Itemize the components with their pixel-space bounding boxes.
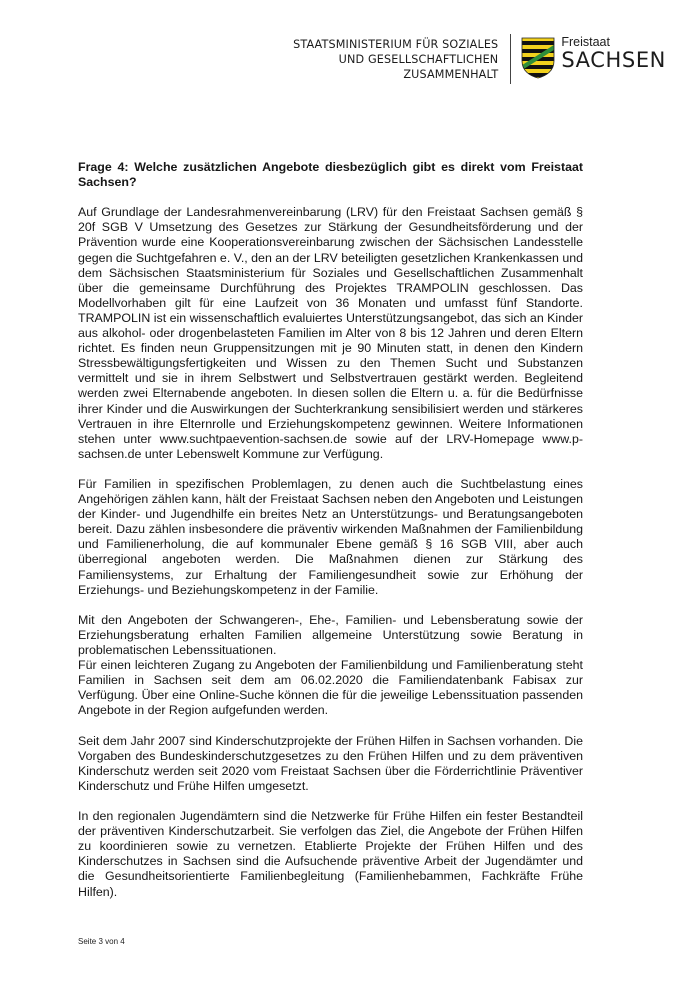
ministry-line: STAATSMINISTERIUM FÜR SOZIALES <box>293 38 499 51</box>
state-wordmark <box>561 36 666 71</box>
document-body <box>78 160 583 915</box>
letterhead <box>293 34 666 84</box>
question-heading: Frage 4: Welche zusätzlichen Angebote diesbezüglich gibt es direkt vom Freistaat Sachsen? <box>78 160 583 190</box>
paragraph-fabisax: Für einen leichteren Zugang zu Angeboten der Familienbildung und Familienberatung steht Familien in Sachsen seit dem am 06.02.2020 die Familiendatenbank Fabisax zur Verfügung. Über eine Online-Suche können die für die jeweilige Lebenssituation passenden Angebote in der Region aufgefunden werden. <box>78 658 583 718</box>
ministry-line: ZUSAMMENHALT <box>403 68 499 81</box>
header-divider <box>510 34 511 84</box>
ministry-line: UND GESELLSCHAFTLICHEN <box>338 53 499 66</box>
state-label-small: Freistaat <box>561 35 610 49</box>
crest-svg <box>521 37 555 79</box>
paragraph-trampolin: Auf Grundlage der Landesrahmenvereinbarung (LRV) für den Freistaat Sachsen gemäß § 20f SGB V Umsetzung des Gesetzes zur Stärkung der Gesundheitsförderung und der Prävention wurde eine Kooperationsvereinbarung zwischen der Sächsischen Landesstelle gegen die Suchtgefahren e. V., den an der LRV beteiligten gesetzlichen Krankenkassen und dem Sächsischen Staatsministerium für Soziales und Gesellschaftlichen Zusammenhalt über die gemeinsame Durchführung des Projektes TRAMPOLIN geschlossen. Das Modellvorhaben gilt für eine Laufzeit von 36 Monaten und umfasst fünf Standorte. TRAMPOLIN ist ein wissenschaftlich evaluiertes Unterstützungsangebot, das sich an Kinder aus alkohol- oder drogenbelasteten Familien im Alter von 8 bis 12 Jahren und deren Eltern richtet. Es finden neun Gruppensitzungen mit je 90 Minuten statt, in denen den Kindern Stressbewältigungsfertigkeiten und Wissen zu den Themen Sucht und Substanzen vermittelt und sie in ihrem Selbstwert und Selbstvertrauen gestärkt werden. Begleitend werden zwei Elternabende angeboten. In diesen sollen die Eltern u. a. für die Bedürfnisse ihrer Kinder und die Auswirkungen der Suchterkrankung sensibilisiert werden und stärkeres Vertrauen in ihre Elternrolle und Erziehungskompetenz gewinnen. Weitere Informationen stehen unter www.suchtpaevention-sachsen.de sowie auf der LRV-Homepage www.p-sachsen.de unter Lebenswelt Kommune zur Verfügung. <box>78 205 583 461</box>
paragraph-family-support: Für Familien in spezifischen Problemlagen, zu denen auch die Suchtbelastung eines Angehörigen zählen kann, hält der Freistaat Sachsen neben den Angeboten und Leistungen der Kinder- und Jugendhilfe ein breites Netz an Unterstützungs- und Beratungsangeboten bereit. Dazu zählen insbesondere die präventiv wirkenden Maßnahmen der Familienbildung und Familienerholung, die auf kommunaler Ebene gemäß § 16 SGB VIII, aber auch überregional angeboten werden. Die Maßnahmen dienen zur Stärkung des Familiensystems, zur Erhaltung der Familiengesundheit sowie zur Erhöhung der Erziehungs- und Beziehungskompetenz in der Familie. <box>78 476 583 597</box>
page-number: Seite 3 von 4 <box>78 937 125 946</box>
paragraph-networks: In den regionalen Jugendämtern sind die Netzwerke für Frühe Hilfen ein fester Bestandteil der präventiven Kinderschutzarbeit. Sie verfolgen das Ziel, die Angebote der Frühen Hilfen zu koordinieren sowie zu vernetzen. Etablierte Projekte der Frühen Hilfen und des Kinderschutzes in Sachsen sind die Aufsuchende präventive Arbeit der Jugendämter und die Gesundheitsorientierte Familienbegleitung (Familienhebammen, Fachkräfte Frühe Hilfen). <box>78 809 583 899</box>
paragraph-counseling: Mit den Angeboten der Schwangeren-, Ehe-, Familien- und Lebensberatung sowie der Erziehungsberatung erhalten Familien allgemeine Unterstützung sowie Beratung in problematischen Lebenssituationen. <box>78 612 583 657</box>
ministry-name <box>293 37 510 82</box>
paragraph-child-protection: Seit dem Jahr 2007 sind Kinderschutzprojekte der Frühen Hilfen in Sachsen vorhanden. Die Vorgaben des Bundeskinderschutzgesetzes zu den Frühen Hilfen und zu dem präventiven Kinderschutz werden seit 2020 vom Freistaat Sachsen über die Förderrichtlinie Präventiver Kinderschutz und Frühe Hilfen umgesetzt. <box>78 733 583 793</box>
saxony-crest-icon <box>521 37 555 79</box>
state-label-big: SACHSEN <box>561 48 666 72</box>
